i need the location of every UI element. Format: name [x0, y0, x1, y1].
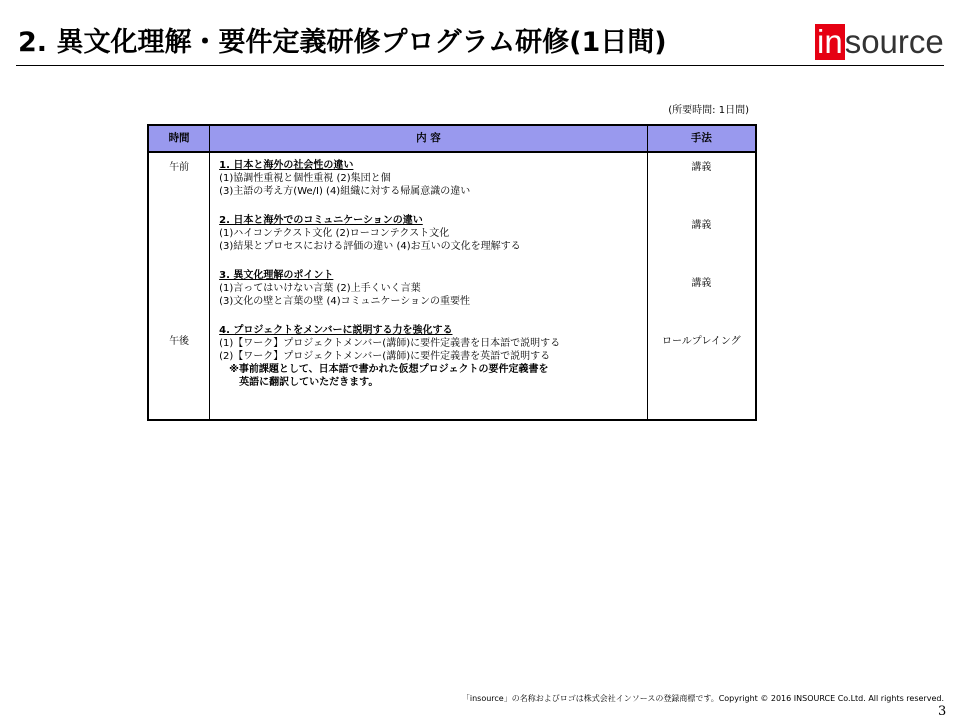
time-am: 午前 — [169, 162, 190, 173]
method-cell — [647, 152, 756, 420]
section-heading: 2. 日本と海外でのコミュニケーションの違い — [219, 215, 423, 226]
section-1 — [219, 159, 643, 198]
header-time: 時間 — [148, 125, 210, 152]
section-3 — [219, 269, 643, 308]
schedule-table — [147, 124, 757, 421]
duration-note: (所要時間: 1日間) — [668, 105, 749, 116]
insource-logo — [815, 24, 944, 60]
section-line: (1)ハイコンテクスト文化 (2)ローコンテクスト文化 — [219, 228, 450, 239]
title-divider — [16, 65, 944, 66]
section-line: (3)主語の考え方(We/I) (4)組織に対する帰属意識の違い — [219, 186, 471, 197]
logo-text: source — [844, 23, 944, 60]
time-cell — [148, 152, 210, 420]
assignment-note-continued: 英語に翻訳していただきます。 — [239, 377, 379, 388]
content-cell — [210, 152, 648, 420]
copyright-footer: 「insource」の名称およびロゴは株式会社インソースの登録商標です。Copyright © 2016 INSOURCE Co.Ltd. All rights reserved. — [461, 694, 944, 703]
section-heading: 3. 異文化理解のポイント — [219, 270, 334, 281]
section-line: (1)【ワーク】プロジェクトメンバー(講師)に要件定義書を日本語で説明する — [219, 338, 561, 349]
method-4: ロールプレイング — [661, 336, 741, 347]
page-number: 3 — [938, 704, 947, 719]
slide-title: 2. 異文化理解・要件定義研修プログラム研修(1日間) — [18, 27, 667, 58]
section-line: (1)協調性重視と個性重視 (2)集団と個 — [219, 173, 391, 184]
section-line: (3)結果とプロセスにおける評価の違い (4)お互いの文化を理解する — [219, 241, 521, 252]
method-1: 講義 — [691, 162, 712, 173]
section-2 — [219, 214, 643, 253]
logo-mark: in — [817, 23, 843, 60]
section-4 — [219, 324, 643, 389]
section-line: (2)【ワーク】プロジェクトメンバー(講師)に要件定義書を英語で説明する — [219, 351, 551, 362]
section-line: (3)文化の壁と言葉の壁 (4)コミュニケーションの重要性 — [219, 296, 471, 307]
header-method: 手法 — [647, 125, 756, 152]
assignment-note: ※事前課題として、日本語で書かれた仮想プロジェクトの要件定義書を — [229, 364, 549, 375]
time-pm: 午後 — [169, 336, 190, 347]
header-content: 内 容 — [210, 125, 648, 152]
section-heading: 4. プロジェクトをメンバーに説明する力を強化する — [219, 325, 453, 336]
method-3: 講義 — [691, 278, 712, 289]
table-header-row — [148, 125, 756, 152]
table-row — [148, 152, 756, 420]
section-line: (1)言ってはいけない言葉 (2)上手くいく言葉 — [219, 283, 421, 294]
method-2: 講義 — [691, 220, 712, 231]
section-heading: 1. 日本と海外の社会性の違い — [219, 160, 354, 171]
